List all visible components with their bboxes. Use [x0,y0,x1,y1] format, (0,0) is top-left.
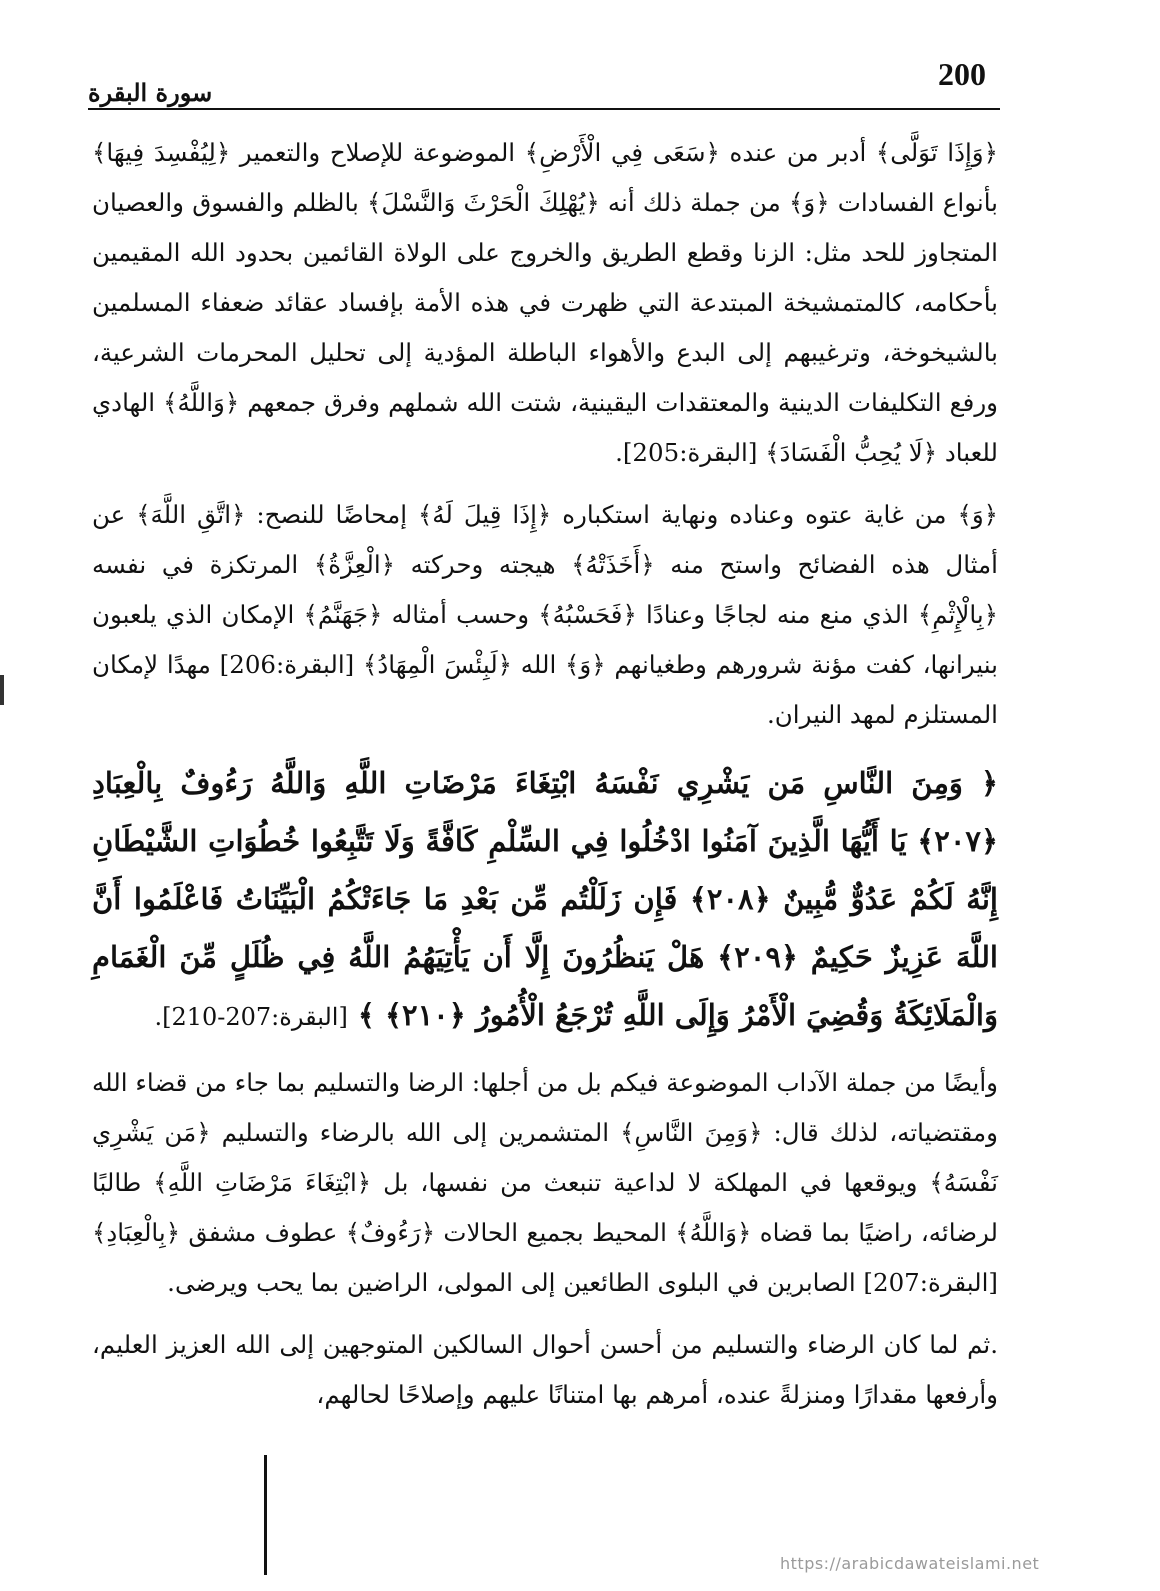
page-header [88,56,1000,112]
page-number: 200 [938,56,986,92]
tafsir-paragraph-1: ﴿وَإِذَا تَوَلَّى﴾ أدبر من عنده ﴿سَعَى فِي الْأَرْضِ﴾ الموضوعة للإصلاح والتعمير ﴿لِيُفْسِدَ فِيهَا﴾ بأنواع الفسادات ﴿وَ﴾ من جملة ذلك أنه ﴿يُهْلِكَ الْحَرْثَ وَالنَّسْلَ﴾ بالظلم والفسوق والعصيان المتجاوز للحد مثل: الزنا وقطع الطريق والخروج على الولاة القائمين بحدود الله المقيمين بأحكامه، كالمتمشيخة المبتدعة التي ظهرت في هذه الأمة بإفساد عقائد ضعفاء المسلمين بالشيخوخة، وترغيبهم إلى البدع والأهواء الباطلة المؤدية إلى تحليل المحرمات الشرعية، ورفع التكليفات الدينية والمعتقدات اليقينية، شتت الله شملهم وفرق جمعهم ﴿وَاللَّهُ﴾ الهادي للعباد ﴿لَا يُحِبُّ الْفَسَادَ﴾ [البقرة:205]. [92,138,998,467]
surah-title: سورة البقرة [88,78,213,107]
quran-verses-text: ﴿ وَمِنَ النَّاسِ مَن يَشْرِي نَفْسَهُ ابْتِغَاءَ مَرْضَاتِ اللَّهِ وَاللَّهُ رَءُوفٌ بِالْعِبَادِ ﴿٢٠٧﴾ يَا أَيُّهَا الَّذِينَ آمَنُوا ادْخُلُوا فِي السِّلْمِ كَافَّةً وَلَا تَتَّبِعُوا خُطُوَاتِ الشَّيْطَانِ إِنَّهُ لَكُمْ عَدُوٌّ مُّبِينٌ ﴿٢٠٨﴾ فَإِن زَلَلْتُم مِّن بَعْدِ مَا جَاءَتْكُمُ الْبَيِّنَاتُ فَاعْلَمُوا أَنَّ اللَّهَ عَزِيزٌ حَكِيمٌ ﴿٢٠٩﴾ هَلْ يَنظُرُونَ إِلَّا أَن يَأْتِيَهُمُ اللَّهُ فِي ظُلَلٍ مِّنَ الْغَمَامِ وَالْمَلَائِكَةُ وَقُضِيَ الْأَمْرُ وَإِلَى اللَّهِ تُرْجَعُ الْأُمُورُ ﴿٢١٠﴾ ﴾ [92,766,998,1032]
scan-edge-mark [0,675,4,705]
tafsir-paragraph-3: وأيضًا من جملة الآداب الموضوعة فيكم بل من أجلها: الرضا والتسليم بما جاء من قضاء الله ومقتضياته، لذلك قال: ﴿وَمِنَ النَّاسِ﴾ المتشمرين إلى الله بالرضاء والتسليم ﴿مَن يَشْرِي نَفْسَهُ﴾ ويوقعها في المهلكة لا لداعية تنبعث من نفسها، بل ﴿ابْتِغَاءَ مَرْضَاتِ اللَّهِ﴾ طالبًا لرضائه، راضيًا بما قضاه ﴿وَاللَّهُ﴾ المحيط بجميع الحالات ﴿رَءُوفٌ﴾ عطوف مشفق ﴿بِالْعِبَادِ﴾ [البقرة:207] الصابرين في البلوى الطائعين إلى المولى، الراضين بما يحب ويرضى. [92,1068,998,1297]
tafsir-paragraph-4: .ثم لما كان الرضاء والتسليم من أحسن أحوال السالكين المتوجهين إلى الله العزيز العليم، وأرفعها مقدارًا ومنزلةً عنده، أمرهم بها امتنانًا عليهم وإصلاحًا لحالهم، [92,1330,998,1409]
quran-verses-reference: [البقرة:207-210]. [154,1003,348,1031]
pen-margin-stroke [264,1455,267,1575]
page-body [92,128,998,1420]
quran-verses-block [92,754,998,1046]
watermark-url: https://arabicdawateislami.net [780,1554,1040,1573]
tafsir-paragraph-2: ﴿وَ﴾ من غاية عتوه وعناده ونهاية استكباره ﴿إِذَا قِيلَ لَهُ﴾ إمحاضًا للنصح: ﴿اتَّقِ اللَّهَ﴾ عن أمثال هذه الفضائح واستح منه ﴿أَخَذَتْهُ﴾ هيجته وحركته ﴿الْعِزَّةُ﴾ المرتكزة في نفسه ﴿بِالْإِثْمِ﴾ الذي منع منه لجاجًا وعنادًا ﴿فَحَسْبُهُ﴾ وحسب أمثاله ﴿جَهَنَّمُ﴾ الإمكان الذي يلعبون بنيرانها، كفت مؤنة شرورهم وطغيانهم ﴿وَ﴾ الله ﴿لَبِئْسَ الْمِهَادُ﴾ [البقرة:206] مهدًا لإمكان المستلزم لمهد النيران. [92,500,999,729]
header-divider [88,108,1000,110]
